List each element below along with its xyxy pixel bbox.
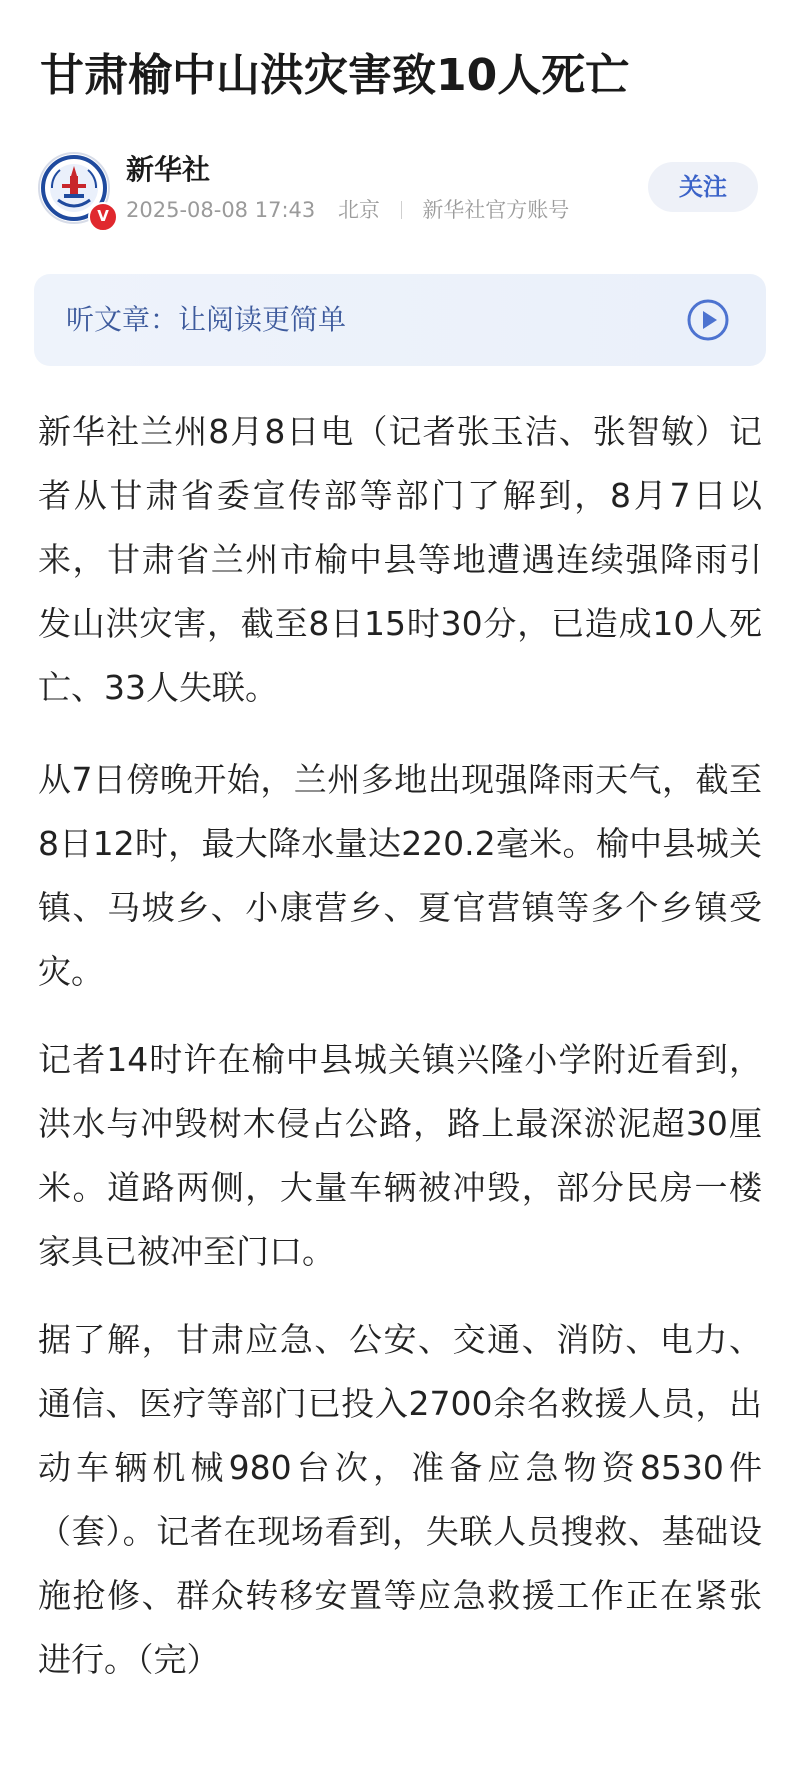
play-circle-icon[interactable] xyxy=(686,298,730,342)
author-name[interactable]: 新华社 xyxy=(126,153,211,186)
publish-meta xyxy=(126,194,569,225)
account-type: 新华社官方账号 xyxy=(422,198,570,222)
meta-divider xyxy=(401,201,402,219)
publish-date: 2025-08-08 17:43 xyxy=(126,198,316,222)
article-paragraph: 从7日傍晚开始，兰州多地出现强降雨天气，截至8日12时，最大降水量达220.2毫米。榆中县城关镇、马坡乡、小康营乡、夏官营镇等多个乡镇受灾。 xyxy=(38,760,762,991)
article-paragraph: 新华社兰州8月8日电（记者张玉洁、张智敏）记者从甘肃省委宣传部等部门了解到，8月7日以来，甘肃省兰州市榆中县等地遭遇连续强降雨引发山洪灾害，截至8日15时30分，已造成10人死亡、33人失联。 xyxy=(38,412,762,707)
xinhua-logo-icon[interactable] xyxy=(38,152,110,224)
page-title: 甘肃榆中山洪灾害致10人死亡 xyxy=(40,50,630,101)
listen-article-label: 听文章：让阅读更简单 xyxy=(66,303,347,336)
verified-badge-icon: V xyxy=(88,202,118,232)
publish-location: 北京 xyxy=(337,198,380,222)
listen-article-bar[interactable] xyxy=(34,274,766,366)
follow-button[interactable]: 关注 xyxy=(648,162,758,212)
article-paragraph: 记者14时许在榆中县城关镇兴隆小学附近看到，洪水与冲毁树木侵占公路，路上最深淤泥超30厘米。道路两侧，大量车辆被冲毁，部分民房一楼家具已被冲至门口。 xyxy=(38,1040,762,1271)
article-paragraph: 据了解，甘肃应急、公安、交通、消防、电力、通信、医疗等部门已投入2700余名救援人员，出动车辆机械980台次，准备应急物资8530件（套）。记者在现场看到，失联人员搜救、基础设施抢修、群众转移安置等应急救援工作正在紧张进行。（完） xyxy=(38,1320,762,1679)
author-row xyxy=(38,150,762,226)
